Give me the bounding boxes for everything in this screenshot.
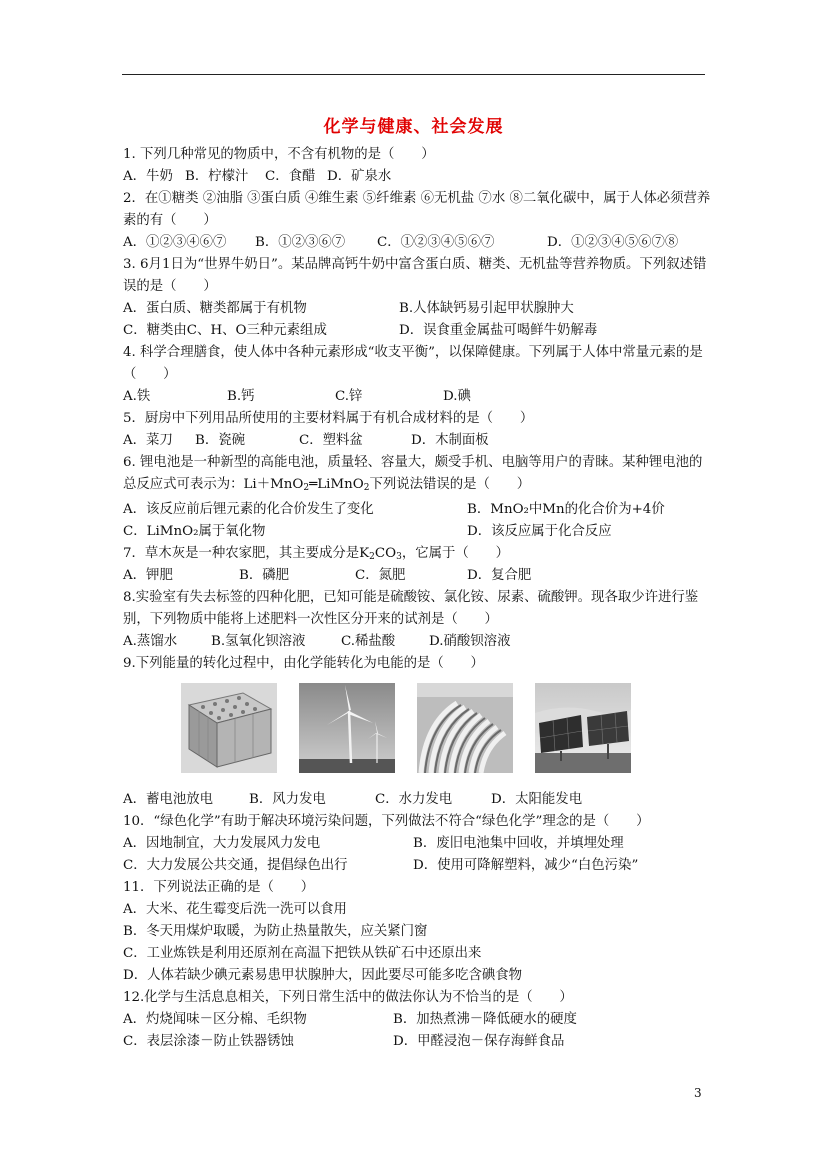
q1-option-a: A．牛奶 (123, 169, 173, 184)
q6-stem (123, 452, 713, 499)
q6-sub-2: 2 (363, 483, 370, 493)
q10-option-a: A．因地制宜，大力发展风力发电 (123, 836, 321, 851)
q10-options-row1 (123, 833, 713, 855)
header-rule (122, 74, 705, 75)
q12-option-c: C．表层涂漆－防止铁器锈蚀 (123, 1034, 294, 1049)
q12-options-row2 (123, 1031, 713, 1053)
q10-stem: 10．“绿色化学”有助于解决环境污染问题，下列做法不符合“绿色化学”理念的是（ ） (123, 814, 650, 829)
q4-option-a: A.铁 (123, 389, 151, 404)
q2-stem: 2．在①糖类 ②油脂 ③蛋白质 ④维生素 ⑤纤维素 ⑥无机盐 ⑦水 ⑧二氧化碳中，属于人体必须营养素的有（ ） (123, 191, 711, 228)
q12-option-a: A．灼烧闻味－区分棉、毛织物 (123, 1012, 307, 1027)
q11-option-a: A．大米、花生霉变后洗一洗可以食用 (123, 902, 347, 917)
q11-option-c: C．工业炼铁是利用还原剂在高温下把铁从铁矿石中还原出来 (123, 946, 482, 961)
q3-options-row1 (123, 298, 713, 320)
q2-options (123, 232, 713, 254)
q4-stem: 4. 科学合理膳食，使人体中各种元素形成“收支平衡”，以保障健康。下列属于人体中常量元素的是（ ） (123, 345, 703, 382)
q6-stem-part2: ═LiMnO (309, 477, 364, 492)
battery-image (181, 683, 277, 773)
q11-stem: 11．下列说法正确的是（ ） (123, 880, 315, 895)
q6-stem-part3: 下列说法错误的是（ ） (369, 477, 531, 492)
q10-options-row2 (123, 855, 713, 877)
q7-stem-part2: CO (374, 546, 397, 561)
q2-option-c: C．①②③④⑤⑥⑦ (377, 235, 495, 250)
q5-option-d: D．木制面板 (411, 433, 489, 448)
q6-option-d: D．该反应属于化合反应 (467, 524, 612, 539)
page-title: 化学与健康、社会发展 (323, 117, 504, 137)
q7-options (123, 565, 713, 587)
q5-option-a: A．菜刀 (123, 433, 173, 448)
q9-stem: 9.下列能量的转化过程中，由化学能转化为电能的是（ ） (123, 656, 484, 671)
q8-options (123, 631, 713, 653)
q3-option-c: C．糖类由C、H、O三种元素组成 (123, 323, 327, 338)
q8-stem: 8.实验室有失去标签的四种化肥，已知可能是硫酸铵、氯化铵、尿素、硫酸钾。现各取少许进行鉴别，下列物质中能将上述肥料一次性区分开来的试剂是（ ） (123, 590, 699, 627)
q5-option-c: C．塑料盆 (299, 433, 363, 448)
q5-options (123, 430, 713, 452)
q1-stem: 1. 下列几种常见的物质中，不含有机物的是（ ） (123, 147, 435, 162)
q9-option-d: D．太阳能发电 (491, 792, 583, 807)
q10-option-c: C．大力发展公共交通，提倡绿色出行 (123, 858, 348, 873)
q11-option-b: B．冬天用煤炉取暖，为防止热量散失，应关紧门窗 (123, 924, 428, 939)
q10-option-b: B．废旧电池集中回收，并填埋处理 (413, 836, 624, 851)
q6-option-c: C．LiMnO₂属于氧化物 (123, 524, 266, 539)
q5-option-b: B．瓷碗 (195, 433, 246, 448)
q6-sub-1: 2 (303, 483, 310, 493)
q9-option-a: A．蓄电池放电 (123, 792, 214, 807)
q11-option-d: D．人体若缺少碘元素易患甲状腺肿大，因此要尽可能多吃含碘食物 (123, 968, 523, 983)
q4-option-c: C.锌 (335, 389, 363, 404)
q10-option-d: D．使用可降解塑料，减少“白色污染” (413, 858, 639, 873)
q7-sub-1: 2 (369, 552, 375, 562)
q1-option-b: B．柠檬汁 (185, 169, 249, 184)
wind-turbine-image (299, 683, 395, 773)
q4-options (123, 386, 713, 408)
q2-option-a: A．①②③④⑥⑦ (123, 235, 227, 250)
q7-option-d: D．复合肥 (467, 568, 532, 583)
question-list (123, 144, 713, 1053)
q3-stem: 3. 6月1日为“世界牛奶日”。某品牌高钙牛奶中富含蛋白质、糖类、无机盐等营养物质。下列叙述错误的是（ ） (123, 257, 707, 294)
q1-option-d: D．矿泉水 (327, 169, 392, 184)
q8-option-c: C.稀盐酸 (341, 634, 396, 649)
q8-option-b: B.氢氧化钡溶液 (211, 634, 306, 649)
q12-option-d: D．甲醛浸泡－保存海鲜食品 (393, 1034, 565, 1049)
q6-options-row1 (123, 499, 713, 521)
q7-stem (123, 543, 713, 565)
q12-stem: 12.化学与生活息息相关，下列日常生活中的做法你认为不恰当的是（ ） (123, 990, 573, 1005)
q9-option-c: C．水力发电 (375, 792, 453, 807)
q3-option-d: D．误食重金属盐可喝鲜牛奶解毒 (399, 323, 598, 338)
solar-panel-image (535, 683, 631, 773)
q7-option-c: C．氮肥 (355, 568, 406, 583)
q4-option-d: D.碘 (443, 389, 471, 404)
q7-stem-part1: 7．草木灰是一种农家肥，其主要成分是K (123, 546, 370, 561)
q6-option-a: A．该反应前后锂元素的化合价发生了变化 (123, 502, 374, 517)
q7-option-a: A．钾肥 (123, 568, 173, 583)
q9-options (123, 789, 713, 811)
q4-option-b: B.钙 (227, 389, 255, 404)
q6-stem-part1: 6. 锂电池是一种新型的高能电池，质量轻、容量大，颇受手机、电脑等用户的青睐。某种锂电池的总反应式可表示为：Li＋MnO (123, 455, 703, 492)
q8-option-d: D.硝酸钡溶液 (429, 634, 511, 649)
q6-options-row2 (123, 521, 713, 543)
page-number: 3 (694, 1086, 702, 1100)
q1-option-c: C．食醋 (265, 169, 316, 184)
q7-stem-part3: ，它属于（ ） (401, 546, 509, 561)
q2-option-d: D．①②③④⑤⑥⑦⑧ (547, 235, 679, 250)
q1-options (123, 166, 713, 188)
q9-images (181, 683, 713, 783)
q7-option-b: B．磷肥 (239, 568, 290, 583)
q7-sub-2: 3 (396, 552, 402, 562)
hydro-power-image (417, 683, 513, 773)
q8-option-a: A.蒸馏水 (123, 634, 178, 649)
q9-option-b: B．风力发电 (249, 792, 326, 807)
q3-option-a: A．蛋白质、糖类都属于有机物 (123, 301, 307, 316)
q2-option-b: B．①②③⑥⑦ (255, 235, 346, 250)
q12-option-b: B．加热煮沸－降低硬水的硬度 (393, 1012, 577, 1027)
q3-option-b: B.人体缺钙易引起甲状腺肿大 (399, 301, 574, 316)
q3-options-row2 (123, 320, 713, 342)
q5-stem: 5．厨房中下列用品所使用的主要材料属于有机合成材料的是（ ） (123, 411, 534, 426)
q12-options-row1 (123, 1009, 713, 1031)
q6-option-b: B．MnO₂中Mn的化合价为+4价 (467, 502, 665, 517)
